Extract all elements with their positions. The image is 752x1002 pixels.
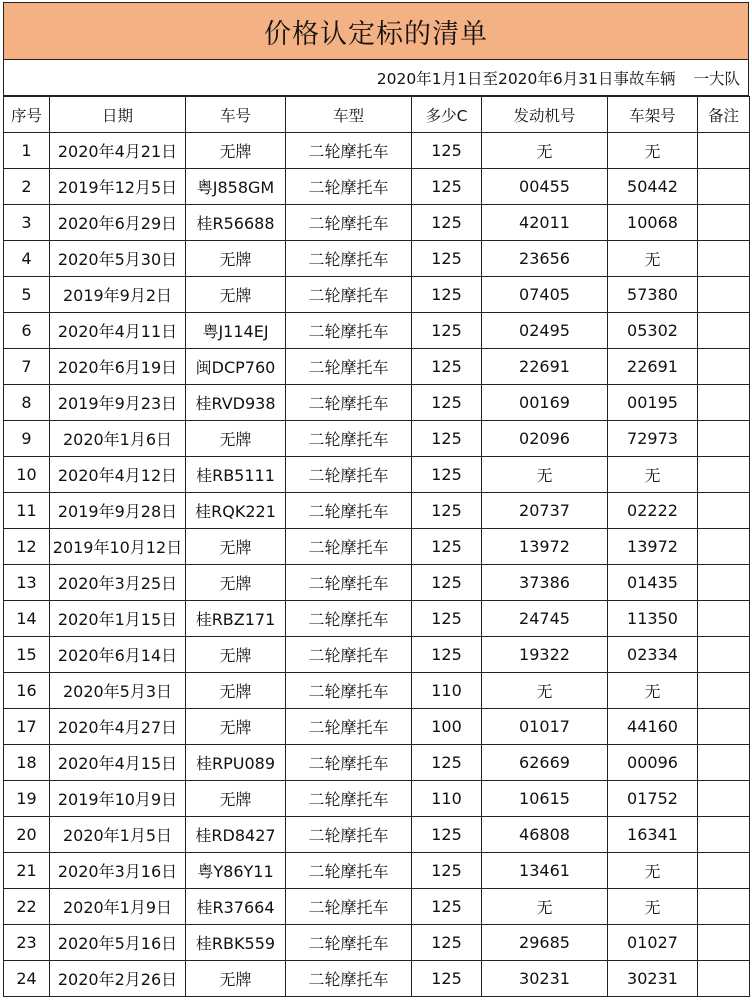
cell-vehicle-type: 二轮摩托车 (286, 529, 412, 565)
cell-displacement: 125 (412, 745, 482, 781)
cell-frame-number: 10068 (608, 205, 698, 241)
cell-engine-number: 23656 (482, 241, 608, 277)
table-row (4, 853, 750, 889)
cell-frame-number: 00096 (608, 745, 698, 781)
table-row (4, 313, 750, 349)
cell-index: 11 (4, 493, 50, 529)
cell-index: 4 (4, 241, 50, 277)
cell-date: 2020年1月9日 (50, 889, 186, 925)
header-engine-number: 发动机号 (482, 97, 608, 133)
cell-plate: 无牌 (186, 673, 286, 709)
cell-index: 24 (4, 961, 50, 997)
table-row (4, 745, 750, 781)
cell-index: 15 (4, 637, 50, 673)
cell-frame-number: 16341 (608, 817, 698, 853)
subtitle-row (3, 60, 749, 96)
cell-date: 2019年12月5日 (50, 169, 186, 205)
table-row (4, 529, 750, 565)
cell-date: 2020年2月26日 (50, 961, 186, 997)
cell-engine-number: 13972 (482, 529, 608, 565)
cell-vehicle-type: 二轮摩托车 (286, 961, 412, 997)
table-row (4, 385, 750, 421)
table-row (4, 817, 750, 853)
cell-remarks (698, 349, 750, 385)
cell-displacement: 100 (412, 709, 482, 745)
cell-plate: 无牌 (186, 961, 286, 997)
cell-remarks (698, 313, 750, 349)
cell-vehicle-type: 二轮摩托车 (286, 601, 412, 637)
cell-date: 2019年9月23日 (50, 385, 186, 421)
table-row (4, 169, 750, 205)
cell-remarks (698, 493, 750, 529)
cell-remarks (698, 781, 750, 817)
cell-remarks (698, 673, 750, 709)
cell-index: 10 (4, 457, 50, 493)
cell-frame-number: 22691 (608, 349, 698, 385)
cell-date: 2020年4月21日 (50, 133, 186, 169)
cell-displacement: 125 (412, 421, 482, 457)
cell-displacement: 125 (412, 205, 482, 241)
cell-date: 2020年6月19日 (50, 349, 186, 385)
cell-engine-number: 02096 (482, 421, 608, 457)
cell-vehicle-type: 二轮摩托车 (286, 385, 412, 421)
price-assessment-sheet (3, 2, 749, 997)
cell-plate: 桂RPU089 (186, 745, 286, 781)
cell-engine-number: 19322 (482, 637, 608, 673)
cell-frame-number: 00195 (608, 385, 698, 421)
table-row (4, 781, 750, 817)
cell-displacement: 125 (412, 817, 482, 853)
cell-engine-number: 02495 (482, 313, 608, 349)
cell-plate: 无牌 (186, 709, 286, 745)
cell-index: 9 (4, 421, 50, 457)
cell-index: 16 (4, 673, 50, 709)
cell-remarks (698, 277, 750, 313)
cell-remarks (698, 637, 750, 673)
cell-engine-number: 无 (482, 457, 608, 493)
cell-vehicle-type: 二轮摩托车 (286, 889, 412, 925)
table-body (4, 133, 750, 997)
cell-vehicle-type: 二轮摩托车 (286, 817, 412, 853)
cell-vehicle-type: 二轮摩托车 (286, 709, 412, 745)
cell-displacement: 125 (412, 961, 482, 997)
cell-frame-number: 44160 (608, 709, 698, 745)
cell-index: 12 (4, 529, 50, 565)
cell-engine-number: 01017 (482, 709, 608, 745)
table-row (4, 205, 750, 241)
header-date: 日期 (50, 97, 186, 133)
cell-vehicle-type: 二轮摩托车 (286, 673, 412, 709)
cell-plate: 无牌 (186, 421, 286, 457)
cell-vehicle-type: 二轮摩托车 (286, 925, 412, 961)
cell-vehicle-type: 二轮摩托车 (286, 169, 412, 205)
cell-remarks (698, 925, 750, 961)
table-row (4, 889, 750, 925)
cell-displacement: 125 (412, 241, 482, 277)
table-row (4, 133, 750, 169)
cell-displacement: 125 (412, 889, 482, 925)
cell-remarks (698, 421, 750, 457)
cell-date: 2020年4月15日 (50, 745, 186, 781)
cell-plate: 无牌 (186, 781, 286, 817)
cell-remarks (698, 385, 750, 421)
table-row (4, 673, 750, 709)
cell-displacement: 125 (412, 169, 482, 205)
cell-index: 19 (4, 781, 50, 817)
table-row (4, 961, 750, 997)
cell-displacement: 125 (412, 853, 482, 889)
cell-displacement: 125 (412, 349, 482, 385)
cell-vehicle-type: 二轮摩托车 (286, 745, 412, 781)
cell-vehicle-type: 二轮摩托车 (286, 313, 412, 349)
sheet-title: 价格认定标的清单 (3, 2, 749, 60)
cell-date: 2019年9月2日 (50, 277, 186, 313)
cell-date: 2020年3月16日 (50, 853, 186, 889)
cell-displacement: 125 (412, 133, 482, 169)
cell-engine-number: 13461 (482, 853, 608, 889)
cell-frame-number: 11350 (608, 601, 698, 637)
cell-remarks (698, 457, 750, 493)
date-range-caption: 2020年1月1日至2020年6月31日事故车辆 (376, 69, 676, 88)
header-index: 序号 (4, 97, 50, 133)
cell-plate: 无牌 (186, 277, 286, 313)
cell-displacement: 125 (412, 457, 482, 493)
cell-frame-number: 无 (608, 853, 698, 889)
cell-engine-number: 无 (482, 133, 608, 169)
table-row (4, 709, 750, 745)
cell-engine-number: 30231 (482, 961, 608, 997)
cell-vehicle-type: 二轮摩托车 (286, 457, 412, 493)
cell-frame-number: 01027 (608, 925, 698, 961)
cell-remarks (698, 205, 750, 241)
cell-frame-number: 02222 (608, 493, 698, 529)
cell-displacement: 125 (412, 385, 482, 421)
cell-plate: 桂RBZ171 (186, 601, 286, 637)
cell-plate: 粤J858GM (186, 169, 286, 205)
cell-frame-number: 30231 (608, 961, 698, 997)
header-displacement: 多少C (412, 97, 482, 133)
header-remarks: 备注 (698, 97, 750, 133)
cell-engine-number: 无 (482, 673, 608, 709)
cell-date: 2019年9月28日 (50, 493, 186, 529)
cell-engine-number: 00455 (482, 169, 608, 205)
cell-plate: 桂RBK559 (186, 925, 286, 961)
table-row (4, 241, 750, 277)
table-row (4, 601, 750, 637)
cell-plate: 桂R56688 (186, 205, 286, 241)
cell-frame-number: 无 (608, 457, 698, 493)
cell-vehicle-type: 二轮摩托车 (286, 853, 412, 889)
cell-plate: 桂R37664 (186, 889, 286, 925)
cell-vehicle-type: 二轮摩托车 (286, 421, 412, 457)
cell-vehicle-type: 二轮摩托车 (286, 565, 412, 601)
cell-frame-number: 01752 (608, 781, 698, 817)
cell-displacement: 125 (412, 313, 482, 349)
cell-index: 3 (4, 205, 50, 241)
table-row (4, 349, 750, 385)
cell-vehicle-type: 二轮摩托车 (286, 637, 412, 673)
cell-frame-number: 01435 (608, 565, 698, 601)
cell-vehicle-type: 二轮摩托车 (286, 349, 412, 385)
header-vehicle-type: 车型 (286, 97, 412, 133)
cell-frame-number: 02334 (608, 637, 698, 673)
table-row (4, 421, 750, 457)
cell-vehicle-type: 二轮摩托车 (286, 133, 412, 169)
cell-index: 17 (4, 709, 50, 745)
cell-plate: 无牌 (186, 529, 286, 565)
cell-engine-number: 20737 (482, 493, 608, 529)
cell-plate: 桂RD8427 (186, 817, 286, 853)
cell-date: 2020年1月5日 (50, 817, 186, 853)
cell-date: 2020年3月25日 (50, 565, 186, 601)
cell-displacement: 125 (412, 637, 482, 673)
cell-plate: 桂RB5111 (186, 457, 286, 493)
unit-caption: 一大队 (693, 69, 740, 88)
cell-engine-number: 37386 (482, 565, 608, 601)
cell-index: 13 (4, 565, 50, 601)
cell-index: 22 (4, 889, 50, 925)
cell-plate: 桂RVD938 (186, 385, 286, 421)
header-frame-number: 车架号 (608, 97, 698, 133)
cell-date: 2020年4月11日 (50, 313, 186, 349)
cell-plate: 无牌 (186, 637, 286, 673)
cell-date: 2020年4月27日 (50, 709, 186, 745)
cell-index: 1 (4, 133, 50, 169)
cell-plate: 桂RQK221 (186, 493, 286, 529)
cell-remarks (698, 529, 750, 565)
cell-engine-number: 24745 (482, 601, 608, 637)
table-row (4, 565, 750, 601)
cell-vehicle-type: 二轮摩托车 (286, 205, 412, 241)
cell-frame-number: 无 (608, 241, 698, 277)
cell-engine-number: 07405 (482, 277, 608, 313)
cell-engine-number: 46808 (482, 817, 608, 853)
cell-plate: 无牌 (186, 565, 286, 601)
cell-engine-number: 无 (482, 889, 608, 925)
cell-engine-number: 62669 (482, 745, 608, 781)
cell-remarks (698, 169, 750, 205)
cell-remarks (698, 709, 750, 745)
cell-remarks (698, 889, 750, 925)
cell-vehicle-type: 二轮摩托车 (286, 241, 412, 277)
cell-date: 2020年5月30日 (50, 241, 186, 277)
cell-displacement: 125 (412, 565, 482, 601)
cell-plate: 无牌 (186, 133, 286, 169)
cell-index: 6 (4, 313, 50, 349)
cell-displacement: 125 (412, 493, 482, 529)
cell-index: 5 (4, 277, 50, 313)
cell-index: 2 (4, 169, 50, 205)
table-row (4, 925, 750, 961)
cell-date: 2020年5月16日 (50, 925, 186, 961)
cell-vehicle-type: 二轮摩托车 (286, 277, 412, 313)
cell-engine-number: 00169 (482, 385, 608, 421)
table-row (4, 457, 750, 493)
cell-frame-number: 50442 (608, 169, 698, 205)
cell-date: 2020年1月15日 (50, 601, 186, 637)
cell-displacement: 125 (412, 925, 482, 961)
cell-vehicle-type: 二轮摩托车 (286, 493, 412, 529)
cell-plate: 无牌 (186, 241, 286, 277)
table-row (4, 493, 750, 529)
cell-engine-number: 29685 (482, 925, 608, 961)
cell-index: 7 (4, 349, 50, 385)
cell-remarks (698, 241, 750, 277)
cell-date: 2019年10月9日 (50, 781, 186, 817)
cell-vehicle-type: 二轮摩托车 (286, 781, 412, 817)
header-plate: 车号 (186, 97, 286, 133)
cell-engine-number: 42011 (482, 205, 608, 241)
cell-remarks (698, 565, 750, 601)
cell-displacement: 110 (412, 781, 482, 817)
cell-index: 21 (4, 853, 50, 889)
table-header-row (4, 97, 750, 133)
cell-date: 2020年6月14日 (50, 637, 186, 673)
cell-date: 2020年4月12日 (50, 457, 186, 493)
cell-plate: 粤Y86Y11 (186, 853, 286, 889)
cell-date: 2020年5月3日 (50, 673, 186, 709)
cell-index: 20 (4, 817, 50, 853)
cell-index: 18 (4, 745, 50, 781)
cell-displacement: 125 (412, 601, 482, 637)
cell-engine-number: 22691 (482, 349, 608, 385)
cell-frame-number: 无 (608, 133, 698, 169)
cell-frame-number: 57380 (608, 277, 698, 313)
cell-plate: 闽DCP760 (186, 349, 286, 385)
table-row (4, 637, 750, 673)
cell-frame-number: 72973 (608, 421, 698, 457)
vehicle-table (3, 96, 750, 997)
cell-date: 2020年1月6日 (50, 421, 186, 457)
cell-frame-number: 05302 (608, 313, 698, 349)
cell-date: 2020年6月29日 (50, 205, 186, 241)
cell-frame-number: 无 (608, 889, 698, 925)
cell-remarks (698, 817, 750, 853)
cell-remarks (698, 133, 750, 169)
cell-frame-number: 无 (608, 673, 698, 709)
cell-engine-number: 10615 (482, 781, 608, 817)
cell-index: 8 (4, 385, 50, 421)
cell-remarks (698, 853, 750, 889)
cell-index: 14 (4, 601, 50, 637)
cell-displacement: 125 (412, 529, 482, 565)
cell-date: 2019年10月12日 (50, 529, 186, 565)
cell-index: 23 (4, 925, 50, 961)
cell-frame-number: 13972 (608, 529, 698, 565)
cell-displacement: 110 (412, 673, 482, 709)
cell-remarks (698, 745, 750, 781)
cell-remarks (698, 601, 750, 637)
cell-plate: 粤J114EJ (186, 313, 286, 349)
cell-remarks (698, 961, 750, 997)
cell-displacement: 125 (412, 277, 482, 313)
table-row (4, 277, 750, 313)
